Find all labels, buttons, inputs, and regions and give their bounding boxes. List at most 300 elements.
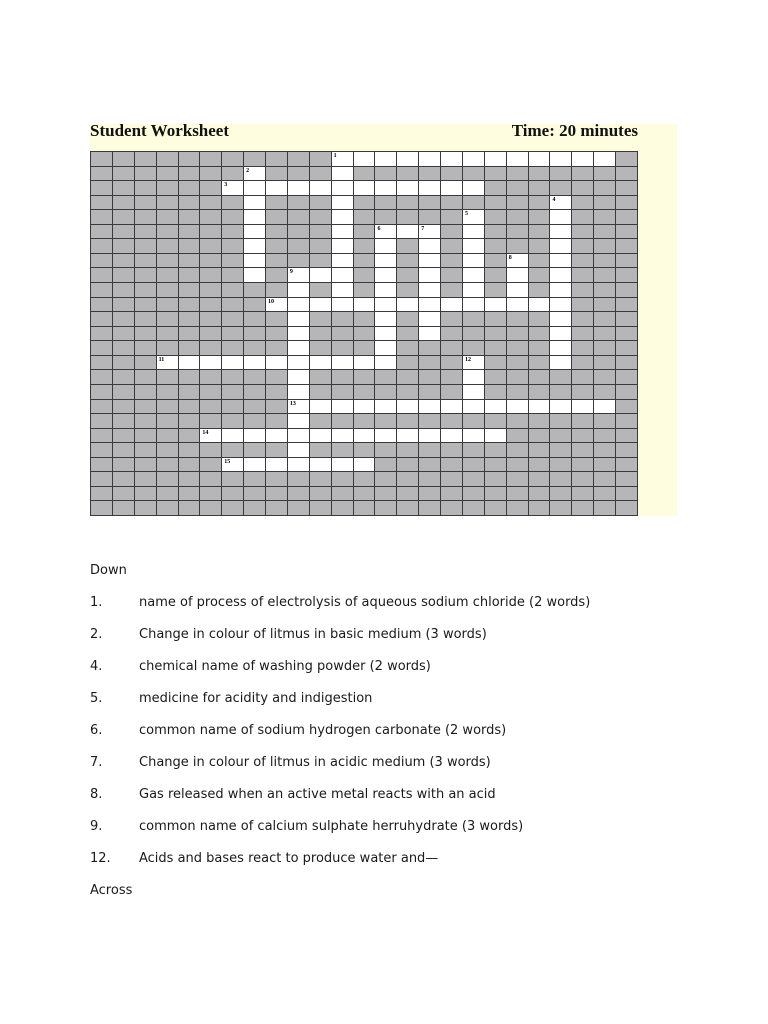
crossword-answer-cell — [529, 298, 551, 313]
crossword-answer-cell — [529, 400, 551, 415]
crossword-blocked-cell — [310, 167, 332, 182]
crossword-blocked-cell — [91, 283, 113, 298]
crossword-answer-cell — [572, 152, 594, 167]
crossword-answer-cell — [375, 181, 397, 196]
crossword-blocked-cell — [550, 501, 572, 516]
crossword-blocked-cell — [485, 327, 507, 342]
crossword-blocked-cell — [244, 283, 266, 298]
crossword-blocked-cell — [594, 356, 616, 371]
crossword-blocked-cell — [529, 443, 551, 458]
crossword-blocked-cell — [572, 472, 594, 487]
crossword-blocked-cell — [157, 167, 179, 182]
crossword-blocked-cell — [572, 341, 594, 356]
crossword-blocked-cell — [157, 341, 179, 356]
crossword-blocked-cell — [157, 210, 179, 225]
crossword-blocked-cell — [200, 458, 222, 473]
crossword-blocked-cell — [113, 327, 135, 342]
crossword-blocked-cell — [485, 385, 507, 400]
crossword-blocked-cell — [135, 356, 157, 371]
crossword-blocked-cell — [332, 370, 354, 385]
crossword-blocked-cell — [179, 225, 201, 240]
crossword-blocked-cell — [419, 443, 441, 458]
crossword-blocked-cell — [310, 341, 332, 356]
crossword-answer-cell — [550, 356, 572, 371]
crossword-blocked-cell — [332, 414, 354, 429]
crossword-blocked-cell — [354, 268, 376, 283]
crossword-answer-cell — [310, 298, 332, 313]
clue-text: Acids and bases react to produce water and— — [139, 851, 439, 866]
crossword-blocked-cell — [310, 254, 332, 269]
crossword-blocked-cell — [463, 327, 485, 342]
clue-row — [90, 786, 710, 818]
crossword-answer-cell — [419, 429, 441, 444]
crossword-blocked-cell — [310, 210, 332, 225]
crossword-blocked-cell — [113, 283, 135, 298]
crossword-blocked-cell — [572, 254, 594, 269]
crossword-answer-cell — [485, 298, 507, 313]
crossword-blocked-cell — [157, 414, 179, 429]
crossword-blocked-cell — [441, 167, 463, 182]
crossword-clue-number: 1 — [333, 153, 337, 159]
crossword-blocked-cell — [288, 210, 310, 225]
crossword-answer-cell — [266, 458, 288, 473]
clue-number: 12. — [90, 851, 111, 866]
crossword-blocked-cell — [135, 312, 157, 327]
crossword-answer-cell — [463, 370, 485, 385]
crossword-blocked-cell — [179, 414, 201, 429]
crossword-blocked-cell — [157, 487, 179, 502]
clue-number: 4. — [90, 659, 103, 674]
crossword-answer-cell — [332, 283, 354, 298]
crossword-answer-cell — [354, 298, 376, 313]
crossword-answer-cell — [550, 254, 572, 269]
clue-text: Change in colour of litmus in basic medium (3 words) — [139, 627, 487, 642]
crossword-blocked-cell — [572, 210, 594, 225]
crossword-answer-cell — [288, 298, 310, 313]
crossword-answer-cell — [244, 196, 266, 211]
crossword-blocked-cell — [332, 312, 354, 327]
crossword-blocked-cell — [463, 472, 485, 487]
crossword-answer-cell — [375, 254, 397, 269]
crossword-blocked-cell — [507, 210, 529, 225]
crossword-blocked-cell — [266, 472, 288, 487]
crossword-blocked-cell — [157, 268, 179, 283]
crossword-blocked-cell — [200, 225, 222, 240]
crossword-blocked-cell — [529, 458, 551, 473]
crossword-blocked-cell — [507, 356, 529, 371]
crossword-blocked-cell — [288, 254, 310, 269]
crossword-blocked-cell — [594, 370, 616, 385]
crossword-blocked-cell — [113, 254, 135, 269]
crossword-blocked-cell — [463, 341, 485, 356]
crossword-blocked-cell — [572, 501, 594, 516]
crossword-blocked-cell — [91, 327, 113, 342]
crossword-blocked-cell — [594, 268, 616, 283]
crossword-answer-cell — [288, 458, 310, 473]
crossword-blocked-cell — [113, 167, 135, 182]
crossword-answer-cell — [332, 298, 354, 313]
crossword-blocked-cell — [332, 472, 354, 487]
crossword-blocked-cell — [244, 443, 266, 458]
crossword-blocked-cell — [244, 487, 266, 502]
crossword-blocked-cell — [113, 210, 135, 225]
crossword-blocked-cell — [375, 385, 397, 400]
crossword-blocked-cell — [200, 385, 222, 400]
crossword-blocked-cell — [375, 167, 397, 182]
crossword-answer-cell — [354, 400, 376, 415]
crossword-blocked-cell — [507, 225, 529, 240]
crossword-blocked-cell — [266, 268, 288, 283]
crossword-answer-cell — [594, 152, 616, 167]
crossword-blocked-cell — [135, 429, 157, 444]
crossword-blocked-cell — [529, 414, 551, 429]
crossword-blocked-cell — [113, 312, 135, 327]
crossword-answer-cell — [375, 225, 397, 240]
crossword-answer-cell — [332, 254, 354, 269]
clue-text: Gas released when an active metal reacts with an acid — [139, 787, 496, 802]
crossword-blocked-cell — [157, 196, 179, 211]
crossword-answer-cell — [332, 225, 354, 240]
crossword-answer-cell — [550, 239, 572, 254]
crossword-answer-cell — [485, 400, 507, 415]
crossword-blocked-cell — [135, 400, 157, 415]
crossword-answer-cell — [375, 239, 397, 254]
crossword-blocked-cell — [375, 414, 397, 429]
crossword-blocked-cell — [572, 181, 594, 196]
crossword-blocked-cell — [550, 181, 572, 196]
crossword-blocked-cell — [135, 167, 157, 182]
crossword-blocked-cell — [266, 443, 288, 458]
crossword-blocked-cell — [550, 472, 572, 487]
crossword-answer-cell — [354, 429, 376, 444]
crossword-blocked-cell — [113, 385, 135, 400]
crossword-blocked-cell — [507, 239, 529, 254]
crossword-blocked-cell — [135, 458, 157, 473]
crossword-answer-cell — [375, 268, 397, 283]
crossword-answer-cell — [550, 327, 572, 342]
crossword-blocked-cell — [113, 487, 135, 502]
crossword-blocked-cell — [507, 458, 529, 473]
crossword-blocked-cell — [266, 385, 288, 400]
crossword-answer-cell — [419, 268, 441, 283]
crossword-blocked-cell — [200, 312, 222, 327]
crossword-blocked-cell — [463, 167, 485, 182]
crossword-blocked-cell — [529, 268, 551, 283]
crossword-answer-cell — [550, 196, 572, 211]
crossword-blocked-cell — [397, 370, 419, 385]
crossword-answer-cell — [550, 400, 572, 415]
crossword-blocked-cell — [594, 181, 616, 196]
crossword-answer-cell — [463, 385, 485, 400]
crossword-answer-cell — [222, 356, 244, 371]
crossword-blocked-cell — [616, 501, 638, 516]
crossword-blocked-cell — [222, 152, 244, 167]
crossword-blocked-cell — [200, 400, 222, 415]
crossword-blocked-cell — [91, 487, 113, 502]
crossword-answer-cell — [419, 298, 441, 313]
crossword-blocked-cell — [135, 268, 157, 283]
crossword-answer-cell — [288, 356, 310, 371]
crossword-blocked-cell — [550, 487, 572, 502]
crossword-blocked-cell — [157, 152, 179, 167]
crossword-blocked-cell — [222, 268, 244, 283]
crossword-answer-cell — [463, 268, 485, 283]
crossword-blocked-cell — [354, 414, 376, 429]
crossword-blocked-cell — [507, 429, 529, 444]
crossword-blocked-cell — [222, 501, 244, 516]
crossword-blocked-cell — [419, 356, 441, 371]
crossword-blocked-cell — [354, 501, 376, 516]
crossword-blocked-cell — [91, 196, 113, 211]
clue-number: 9. — [90, 819, 103, 834]
crossword-blocked-cell — [397, 414, 419, 429]
crossword-blocked-cell — [419, 487, 441, 502]
clue-text: Change in colour of litmus in acidic medium (3 words) — [139, 755, 491, 770]
crossword-answer-cell — [550, 225, 572, 240]
crossword-blocked-cell — [485, 181, 507, 196]
crossword-blocked-cell — [507, 167, 529, 182]
crossword-blocked-cell — [179, 385, 201, 400]
crossword-answer-cell — [288, 370, 310, 385]
crossword-blocked-cell — [135, 443, 157, 458]
crossword-blocked-cell — [91, 167, 113, 182]
crossword-answer-cell — [288, 283, 310, 298]
crossword-blocked-cell — [529, 254, 551, 269]
crossword-blocked-cell — [288, 225, 310, 240]
crossword-blocked-cell — [332, 327, 354, 342]
crossword-blocked-cell — [397, 341, 419, 356]
crossword-blocked-cell — [594, 414, 616, 429]
crossword-blocked-cell — [441, 458, 463, 473]
crossword-blocked-cell — [157, 385, 179, 400]
crossword-blocked-cell — [222, 487, 244, 502]
crossword-blocked-cell — [594, 472, 616, 487]
crossword-blocked-cell — [616, 341, 638, 356]
crossword-blocked-cell — [594, 254, 616, 269]
crossword-answer-cell — [244, 254, 266, 269]
crossword-blocked-cell — [529, 283, 551, 298]
crossword-blocked-cell — [550, 414, 572, 429]
crossword-blocked-cell — [91, 298, 113, 313]
clue-row — [90, 850, 710, 882]
crossword-blocked-cell — [91, 458, 113, 473]
crossword-blocked-cell — [310, 327, 332, 342]
crossword-answer-cell — [529, 152, 551, 167]
crossword-blocked-cell — [200, 181, 222, 196]
crossword-blocked-cell — [310, 414, 332, 429]
crossword-blocked-cell — [266, 341, 288, 356]
crossword-blocked-cell — [266, 487, 288, 502]
crossword-blocked-cell — [616, 268, 638, 283]
crossword-blocked-cell — [507, 327, 529, 342]
crossword-blocked-cell — [222, 196, 244, 211]
crossword-blocked-cell — [222, 225, 244, 240]
down-clues-section — [90, 562, 710, 882]
crossword-blocked-cell — [507, 443, 529, 458]
crossword-blocked-cell — [485, 487, 507, 502]
crossword-blocked-cell — [113, 400, 135, 415]
crossword-answer-cell — [441, 400, 463, 415]
crossword-blocked-cell — [266, 152, 288, 167]
crossword-blocked-cell — [354, 283, 376, 298]
crossword-blocked-cell — [222, 254, 244, 269]
crossword-blocked-cell — [135, 472, 157, 487]
crossword-blocked-cell — [266, 370, 288, 385]
crossword-answer-cell — [310, 458, 332, 473]
crossword-answer-cell — [463, 400, 485, 415]
crossword-blocked-cell — [91, 400, 113, 415]
crossword-blocked-cell — [113, 196, 135, 211]
crossword-blocked-cell — [572, 429, 594, 444]
crossword-blocked-cell — [354, 385, 376, 400]
crossword-blocked-cell — [179, 210, 201, 225]
crossword-blocked-cell — [529, 501, 551, 516]
crossword-blocked-cell — [113, 181, 135, 196]
crossword-answer-cell — [375, 341, 397, 356]
crossword-blocked-cell — [157, 298, 179, 313]
crossword-answer-cell — [310, 356, 332, 371]
crossword-blocked-cell — [310, 152, 332, 167]
crossword-blocked-cell — [179, 268, 201, 283]
crossword-blocked-cell — [91, 443, 113, 458]
crossword-blocked-cell — [113, 429, 135, 444]
crossword-blocked-cell — [616, 181, 638, 196]
crossword-blocked-cell — [135, 254, 157, 269]
crossword-blocked-cell — [507, 487, 529, 502]
clue-number: 7. — [90, 755, 103, 770]
crossword-blocked-cell — [310, 225, 332, 240]
crossword-blocked-cell — [529, 181, 551, 196]
crossword-blocked-cell — [288, 501, 310, 516]
crossword-blocked-cell — [354, 327, 376, 342]
crossword-blocked-cell — [594, 429, 616, 444]
crossword-blocked-cell — [594, 385, 616, 400]
crossword-blocked-cell — [222, 443, 244, 458]
crossword-blocked-cell — [157, 472, 179, 487]
crossword-blocked-cell — [616, 167, 638, 182]
crossword-blocked-cell — [616, 239, 638, 254]
crossword-blocked-cell — [354, 239, 376, 254]
crossword-blocked-cell — [332, 501, 354, 516]
crossword-blocked-cell — [616, 152, 638, 167]
crossword-blocked-cell — [91, 370, 113, 385]
crossword-blocked-cell — [441, 283, 463, 298]
crossword-blocked-cell — [179, 167, 201, 182]
crossword-blocked-cell — [266, 254, 288, 269]
crossword-blocked-cell — [200, 152, 222, 167]
crossword-blocked-cell — [419, 370, 441, 385]
crossword-answer-cell — [397, 152, 419, 167]
crossword-answer-cell — [332, 167, 354, 182]
crossword-blocked-cell — [529, 196, 551, 211]
crossword-answer-cell — [463, 356, 485, 371]
crossword-answer-cell — [266, 356, 288, 371]
crossword-blocked-cell — [113, 268, 135, 283]
crossword-blocked-cell — [594, 283, 616, 298]
crossword-answer-cell — [507, 298, 529, 313]
crossword-blocked-cell — [572, 196, 594, 211]
crossword-blocked-cell — [310, 312, 332, 327]
crossword-blocked-cell — [375, 443, 397, 458]
crossword-answer-cell — [441, 298, 463, 313]
crossword-blocked-cell — [266, 239, 288, 254]
crossword-blocked-cell — [91, 385, 113, 400]
crossword-blocked-cell — [419, 458, 441, 473]
crossword-blocked-cell — [397, 283, 419, 298]
crossword-answer-cell — [397, 400, 419, 415]
crossword-blocked-cell — [441, 268, 463, 283]
crossword-answer-cell — [354, 356, 376, 371]
crossword-blocked-cell — [354, 254, 376, 269]
crossword-blocked-cell — [419, 414, 441, 429]
crossword-answer-cell — [419, 239, 441, 254]
crossword-blocked-cell — [507, 181, 529, 196]
crossword-blocked-cell — [179, 283, 201, 298]
crossword-blocked-cell — [441, 327, 463, 342]
crossword-answer-cell — [463, 254, 485, 269]
crossword-blocked-cell — [616, 283, 638, 298]
clue-row — [90, 818, 710, 850]
crossword-answer-cell — [244, 429, 266, 444]
crossword-blocked-cell — [572, 414, 594, 429]
crossword-blocked-cell — [485, 167, 507, 182]
crossword-blocked-cell — [222, 327, 244, 342]
crossword-blocked-cell — [375, 472, 397, 487]
crossword-blocked-cell — [200, 210, 222, 225]
crossword-blocked-cell — [266, 400, 288, 415]
worksheet-title: Student Worksheet — [90, 121, 230, 140]
crossword-blocked-cell — [179, 400, 201, 415]
crossword-blocked-cell — [91, 152, 113, 167]
clue-text: common name of calcium sulphate herruhydrate (3 words) — [139, 819, 524, 834]
crossword-blocked-cell — [244, 341, 266, 356]
crossword-blocked-cell — [244, 370, 266, 385]
crossword-blocked-cell — [200, 298, 222, 313]
crossword-blocked-cell — [419, 167, 441, 182]
crossword-blocked-cell — [113, 239, 135, 254]
crossword-blocked-cell — [616, 298, 638, 313]
crossword-answer-cell — [288, 400, 310, 415]
down-heading: Down — [90, 563, 127, 578]
crossword-clue-number: 2 — [246, 167, 250, 174]
crossword-blocked-cell — [200, 268, 222, 283]
crossword-answer-cell — [419, 283, 441, 298]
crossword-blocked-cell — [354, 210, 376, 225]
crossword-blocked-cell — [441, 501, 463, 516]
crossword-blocked-cell — [441, 487, 463, 502]
crossword-blocked-cell — [550, 370, 572, 385]
crossword-answer-cell — [332, 210, 354, 225]
crossword-blocked-cell — [354, 370, 376, 385]
crossword-blocked-cell — [200, 414, 222, 429]
crossword-answer-cell — [244, 181, 266, 196]
crossword-answer-cell — [332, 152, 354, 167]
crossword-answer-cell — [266, 298, 288, 313]
crossword-blocked-cell — [244, 298, 266, 313]
crossword-blocked-cell — [200, 341, 222, 356]
crossword-blocked-cell — [179, 298, 201, 313]
crossword-blocked-cell — [157, 443, 179, 458]
crossword-blocked-cell — [594, 312, 616, 327]
crossword-blocked-cell — [507, 370, 529, 385]
crossword-clue-number: 3 — [224, 182, 228, 189]
crossword-answer-cell — [288, 268, 310, 283]
crossword-blocked-cell — [157, 239, 179, 254]
crossword-answer-cell — [310, 181, 332, 196]
crossword-blocked-cell — [485, 268, 507, 283]
crossword-clue-number: 10 — [268, 298, 275, 305]
crossword-blocked-cell — [485, 225, 507, 240]
